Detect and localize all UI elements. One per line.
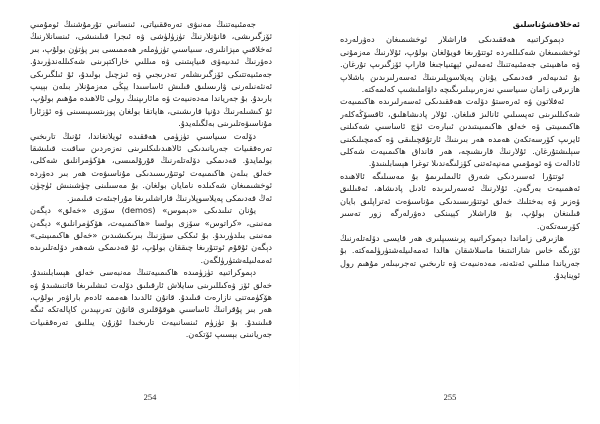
- left-page-text: [30, 18, 272, 378]
- left-page-number: 254: [143, 392, 157, 402]
- right-page-text: [340, 18, 580, 378]
- right-paragraph-4: ھازىرقى زاماندا دېموكراتىيە پرىنسىپلىرى ھەر قايسى دۆلەتلەرنىڭ ئۆزىگە خاس شارائىتىغا ماسلاشقان ھالدا ئەمەلىيلەشتۈرۈلمەكتە. بۇ جەرياندا مىللىي ئەنئەنە، مەدەنىيەت ۋە تارىخىي تەجرىبىلەر مۇھىم رول ئوينايدۇ.: [340, 232, 580, 281]
- left-paragraph-3: يۇنان تىلىدىكى «دېموس» (demos) سۆزى «خەلق» دېگەن مەنىنى، «كراتوس» سۆزى بولسا «ھاكىمىيەت، ھۆكۈمرانلىق» دېگەن مەنىنى بىلدۈرىدۇ. بۇ ئىككى سۆزنىڭ بىرىكىشىدىن «خەلق ھاكىمىيىتى» دېگەن ئۇقۇم ئوتتۇرىغا چىققان بولۇپ، ئۇ قەدىمكى شەھەر دۆلەتلىرىدە ئەمەلىيلەشتۈرۈلگەن.: [30, 205, 272, 265]
- right-paragraph-1: دېموكراتىيە ھەققىدىكى قاراشلار ئوخشىمىغان دەۋرلەردە ئوخشىمىغان شەكىللەردە ئوتتۇرىغا قويۇلغان بولۇپ، ئۇلارنىڭ مەزمۇنى ۋە ماھىيىتى جەمئىيەتنىڭ ئەمەلىي ئېھتىياجىغا قاراپ ئۆزگىرىپ تۇرغان. بۇ ئىدىيەلەر قەدىمكى يۇنان پەيلاسوپلىرىنىڭ ئەسەرلىرىدىن باشلاپ ھازىرقى زامان سىياسىي نەزەرىيىلىرىگىچە داۋاملىشىپ كەلمەكتە.: [340, 34, 580, 95]
- right-paragraph-2: ئەفلاتون ۋە ئەرەستۇ دۆلەت ھەققىدىكى ئەسەرلىرىدە ھاكىمىيەت شەكىللىرىنى تەپسىلىي ئانالىز قىلغان. ئۇلار پادىشاھلىق، ئاقسۆڭەكلەر ھاكىمىيىتى ۋە خەلق ھاكىمىيىتىدىن ئىبارەت ئۈچ ئاساسىي شەكىلنى ئايرىپ كۆرسەتكەن ھەمدە ھەر بىرىنىڭ ئارتۇقچىلىقى ۋە كەمچىلىكىنى سېلىشتۇرغان. ئۇلارنىڭ قارىشىچە، ھەر قانداق ھاكىمىيەت شەكلى ئادالەت ۋە ئومۇمىي مەنپەئەتنى كۆزلىگەندىلا توغرا ھېسابلىنىدۇ.: [340, 96, 580, 169]
- section-heading: ئەخلاقشۇناسلىق: [512, 19, 580, 29]
- right-paragraph-3: ئوتتۇرا ئەسىردىكى شەرق ئالىملىرىمۇ بۇ مەسىلىگە ئالاھىدە ئەھمىيەت بەرگەن. ئۇلارنىڭ ئەسەرلىرىدە ئادىل پادىشاھ، ئەقىللىق ۋەزىر ۋە بەختلىك خەلق ئوتتۇرىسىدىكى مۇناسىۋەت ئەتراپلىق بايان قىلىنغان بولۇپ، بۇ قاراشلار كېيىنكى دەۋرلەرگە زور تەسىر كۆرسەتكەن.: [340, 170, 580, 231]
- left-paragraph-4: دېموكراتىيە تۈزۈمىدە ھاكىمىيەتنىڭ مەنبەسى خەلق ھېسابلىنىدۇ. خەلق ئۆز ۋەكىللىرىنى سايلاش ئارقىلىق دۆلەت ئىشلىرىغا قاتنىشىدۇ ۋە ھۆكۈمەتنى نازارەت قىلىدۇ. قانۇن ئالدىدا ھەممە ئادەم باراۋەر بولۇپ، ھەر بىر پۇقرانىڭ ئاساسىي ھوقۇقلىرى قانۇن تەرىپىدىن كاپالەتكە ئىگە قىلىنىدۇ. بۇ تۈزۈم ئىنسانىيەت تارىخىدا ئۇزۇن يىللىق تەرەققىيات جەريانىنى بېسىپ ئۆتكەن.: [30, 267, 272, 340]
- right-page-number: 255: [443, 392, 457, 402]
- left-paragraph-1: جەمئىيەتنىڭ مەنىۋى تەرەققىياتى، ئىنسانىي تۇرمۇشنىڭ ئومۇمىي ئۆزگىرىشى، قانۇنلارنىڭ تۈزۈلۈشى ۋە ئىجرا قىلىنىشى، ئىنسانلارنىڭ ئەخلاقىي مېزانلىرى، سىياسىي تۈزۈملەر ھەممىسى بىر پۈتۈن بولۇپ، بىر دەۋرنىڭ ئىدىيەۋى قىياپىتىنى ۋە مىللىي خاراكتېرىنى شەكىللەندۈرىدۇ. جەمئىيەتتىكى ئۆزگىرىشلەر تەدرىجىي ۋە ئىزچىل بولىدۇ، ئۇ ئىلگىرىكى ئەنئەنىلەرنى ۋارىسلىق قىلىش ئاساسىدا يېڭى مەزمۇنلار بىلەن بېيىپ بارىدۇ. بۇ جەرياندا مەدەنىيەت ۋە مائارىپنىڭ رولى ئالاھىدە مۇھىم بولۇپ، ئۇ كىشىلەرنىڭ دۇنيا قارىشىنى، ھاياتقا بولغان پوزىتسىيىسىنى ۋە ئۆزئارا مۇناسىۋەتلىرىنى بەلگىلەيدۇ.: [30, 19, 272, 129]
- left-paragraph-2: دۆلەت سىياسىي تۈزۈمى ھەققىدە ئويلانغاندا، ئۇنىڭ تارىخىي تەرەققىيات جەريانىدىكى ئالاھىدىلىكلىرىنى نەزەردىن ساقىت قىلىشقا بولمايدۇ. قەدىمكى دۆلەتلەرنىڭ قۇرۇلمىسى، ھۆكۈمرانلىق شەكلى، خەلق بىلەن ھاكىمىيەت ئوتتۇرىسىدىكى مۇناسىۋەت ھەر بىر دەۋردە ئوخشىمىغان شەكىلدە نامايان بولغان. بۇ مەسىلىنى چۈشىنىش ئۈچۈن ئەڭ قەدىمكى پەيلاسوپلارنىڭ قاراشلىرىغا مۇراجىئەت قىلىمىز.: [30, 130, 272, 203]
- right-page: [300, 0, 600, 424]
